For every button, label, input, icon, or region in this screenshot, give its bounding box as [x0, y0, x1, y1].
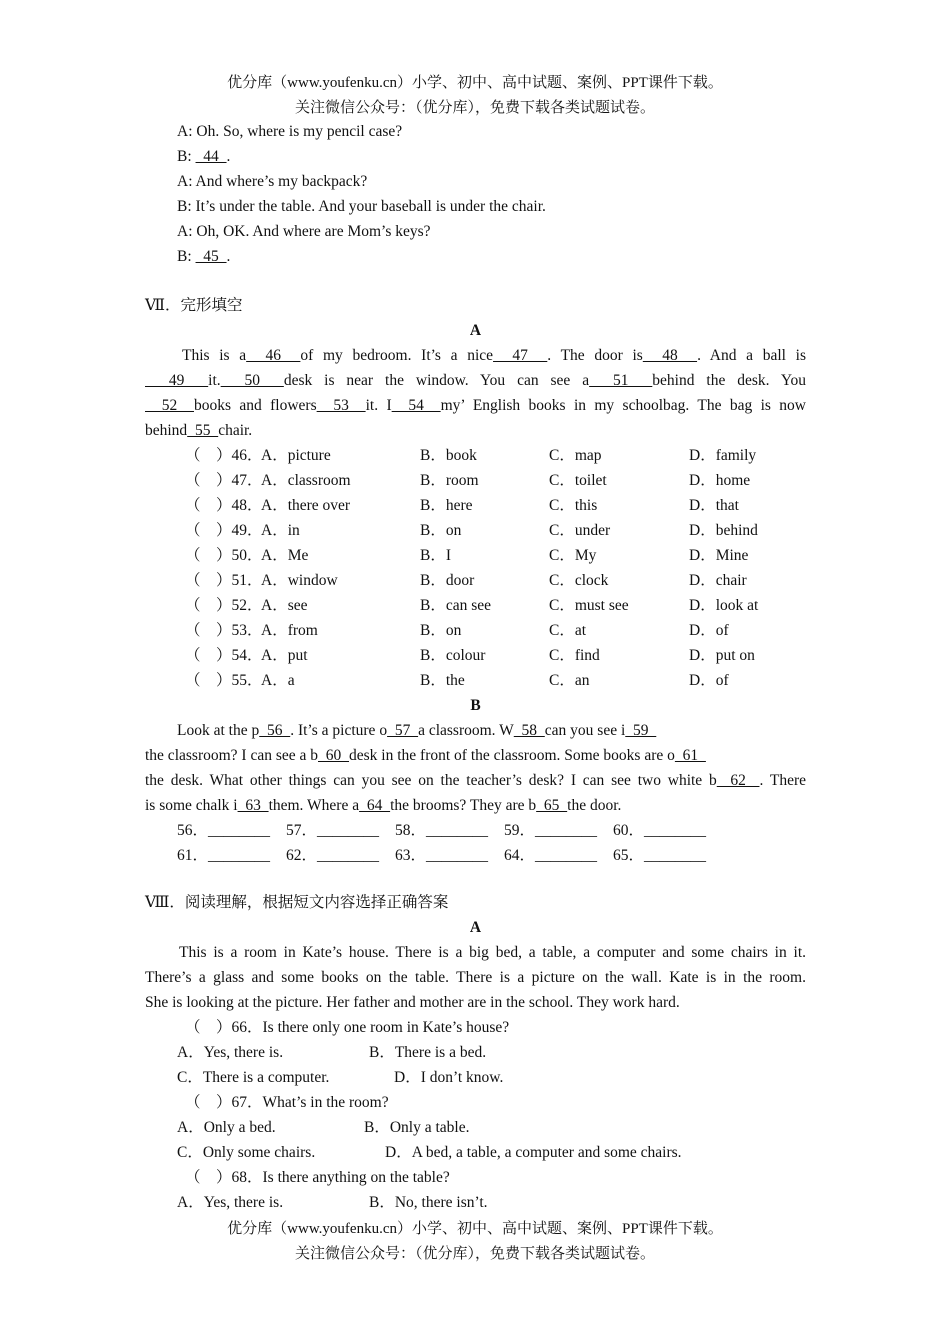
question-row: [145, 493, 806, 518]
option-c: C．find: [549, 647, 600, 664]
dialogue-line: B: 44 .: [177, 148, 231, 165]
blank[interactable]: 46: [246, 347, 301, 364]
option-a: A．picture: [261, 447, 331, 464]
passage-b-line: the desk. What other things can you see on the teacher’s desk? I can see two white b 62 . There: [145, 772, 807, 789]
blank[interactable]: 51: [589, 372, 653, 389]
blank[interactable]: 53: [316, 397, 366, 414]
option-a: A．Me: [261, 547, 309, 564]
option-a: A．put: [261, 647, 308, 664]
blank[interactable]: 63: [237, 797, 269, 814]
passage-b-line: the classroom? I can see a b 60 desk in the front of the classroom. Some books are o 61: [145, 747, 706, 764]
option-a: A．Yes, there is.: [177, 1044, 284, 1061]
question-number: （ ）52．: [185, 597, 263, 614]
option-d: D．of: [689, 622, 729, 639]
dialogue-line: A: And where’s my backpack?: [177, 173, 368, 190]
part-a-heading: A: [469, 322, 482, 339]
option-c: C．clock: [549, 572, 609, 589]
question-number: （ ）53．: [185, 622, 263, 639]
option-c: C．under: [549, 522, 611, 539]
question-66-options: [145, 1065, 806, 1090]
option-d: D．of: [689, 672, 729, 689]
reading-passage-line: There’s a glass and some books on the table. There is a picture on the wall. Kate is in the room.: [145, 969, 806, 986]
option-c: C．map: [549, 447, 602, 464]
question-number: （ ）49．: [185, 522, 263, 539]
blank[interactable]: 45: [195, 248, 227, 265]
blank[interactable]: 57: [387, 722, 419, 739]
question-67-options: [145, 1140, 806, 1165]
option-d: D．home: [689, 472, 751, 489]
question-row: [145, 568, 806, 593]
header-line-2: 关注微信公众号：（优分库），免费下载各类试题试卷。: [294, 100, 655, 116]
header-line-1: 优分库（www.youfenku.cn）小学、初中、高中试题、案例、PPT课件下载。: [227, 75, 723, 91]
option-b: B．book: [420, 447, 477, 464]
answer-row: [145, 843, 806, 868]
section-7: [145, 293, 806, 868]
question-row: [145, 668, 806, 693]
option-d: D．behind: [689, 522, 758, 539]
option-d: D．I don’t know.: [394, 1069, 504, 1086]
reading-passage-line: This is a room in Kate’s house. There is a big bed, a table, a computer and some chairs in it.: [179, 944, 806, 961]
option-a: A．in: [261, 522, 300, 539]
option-d: D．put on: [689, 647, 755, 664]
answer-blank[interactable]: 63．________: [395, 847, 489, 864]
option-a: A．window: [261, 572, 338, 589]
blank[interactable]: 44: [195, 148, 227, 165]
blank[interactable]: 52: [145, 397, 194, 414]
blank[interactable]: 56: [259, 722, 291, 739]
section-8-title: Ⅷ．阅读理解，根据短文内容选择正确答案: [145, 894, 449, 911]
question-number: （ ）47．: [185, 472, 263, 489]
blank[interactable]: 50: [220, 372, 284, 389]
answer-blank[interactable]: 62．________: [286, 847, 380, 864]
option-a: A．a: [261, 672, 295, 689]
question-number: （ ）55．: [185, 672, 263, 689]
question-number: （ ）46．: [185, 447, 263, 464]
question-67: （ ）67．What’s in the room?: [185, 1094, 389, 1111]
answer-blank[interactable]: 65．________: [613, 847, 707, 864]
blank[interactable]: 65: [536, 797, 568, 814]
blank[interactable]: 48: [642, 347, 698, 364]
question-67-options: [145, 1115, 806, 1140]
option-b: B．here: [420, 497, 473, 514]
page-header: [0, 71, 950, 121]
blank[interactable]: 60: [318, 747, 350, 764]
option-b: B．can see: [420, 597, 492, 614]
answer-blank[interactable]: 61．________: [177, 847, 271, 864]
option-b: B．the: [420, 672, 465, 689]
answer-blank[interactable]: 64．________: [504, 847, 598, 864]
passage-b-line: is some chalk i 63 them. Where a 64 the brooms? They are b 65 the door.: [145, 797, 622, 814]
option-a: A．Yes, there is.: [177, 1194, 284, 1211]
question-number: （ ）50．: [185, 547, 263, 564]
option-a: A．Only a bed.: [177, 1119, 276, 1136]
reading-passage-line: She is looking at the picture. Her father and mother are in the school. They work hard.: [145, 994, 680, 1011]
section-8: [145, 890, 806, 1215]
part-a-heading: A: [469, 919, 482, 936]
option-d: D．A bed, a table, a computer and some chairs.: [385, 1144, 682, 1161]
passage-a-line: 49 it. 50 desk is near the window. You can see a 51 behind the desk. You: [145, 372, 807, 389]
option-a: A．from: [261, 622, 318, 639]
option-c: C．must see: [549, 597, 629, 614]
answer-blank[interactable]: 58．________: [395, 822, 489, 839]
option-a: A．there over: [261, 497, 351, 514]
option-d: D．Mine: [689, 547, 749, 564]
blank[interactable]: 64: [359, 797, 391, 814]
option-d: D．chair: [689, 572, 747, 589]
question-row: [145, 443, 806, 468]
dialogue-line: B: It’s under the table. And your baseball is under the chair.: [177, 198, 546, 215]
footer-line-2: 关注微信公众号：（优分库），免费下载各类试题试卷。: [294, 1246, 655, 1262]
option-c: C．There is a computer.: [177, 1069, 330, 1086]
option-b: B．No, there isn’t.: [369, 1194, 488, 1211]
question-row: [145, 643, 806, 668]
dialogue-line: A: Oh, OK. And where are Mom’s keys?: [177, 223, 431, 240]
option-c: C．My: [549, 547, 597, 564]
option-b: B．on: [420, 522, 462, 539]
question-list: [145, 443, 806, 693]
question-row: [145, 618, 806, 643]
option-b: B．door: [420, 572, 475, 589]
dialogue: [145, 119, 806, 269]
answer-blank[interactable]: 56．________: [177, 822, 271, 839]
question-number: （ ）54．: [185, 647, 263, 664]
option-b: B．room: [420, 472, 479, 489]
section-7-title: Ⅶ．完形填空: [145, 297, 243, 314]
option-c: C．Only some chairs.: [177, 1144, 316, 1161]
dialogue-line: A: Oh. So, where is my pencil case?: [177, 123, 403, 140]
option-b: B．Only a table.: [364, 1119, 470, 1136]
option-d: D．that: [689, 497, 739, 514]
blank[interactable]: 61: [674, 747, 706, 764]
question-row: [145, 593, 806, 618]
question-row: [145, 543, 806, 568]
answer-row: [145, 818, 806, 843]
question-66: （ ）66．Is there only one room in Kate’s house?: [185, 1019, 510, 1036]
option-b: B．on: [420, 622, 462, 639]
option-c: C．an: [549, 672, 590, 689]
blank[interactable]: 58: [513, 722, 545, 739]
passage-a-line: 52 books and flowers 53 it. I 54 my’ English books in my schoolbag. The bag is now: [145, 397, 806, 414]
answer-blank[interactable]: 59．________: [504, 822, 598, 839]
blank[interactable]: 47: [493, 347, 548, 364]
option-b: B．I: [420, 547, 452, 564]
blank[interactable]: 59: [625, 722, 657, 739]
option-b: B．There is a bed.: [369, 1044, 487, 1061]
passage-a-line: This is a 46 of my bedroom. It’s a nice 47 . The door is 48 . And a ball is: [182, 347, 806, 364]
blank[interactable]: 54: [391, 397, 441, 414]
question-row: [145, 518, 806, 543]
question-number: （ ）51．: [185, 572, 263, 589]
option-b: B．colour: [420, 647, 486, 664]
blank[interactable]: 62: [716, 772, 760, 789]
answer-blank[interactable]: 60．________: [613, 822, 707, 839]
question-66-options: [145, 1040, 806, 1065]
option-c: C．toilet: [549, 472, 607, 489]
blank[interactable]: 55: [187, 422, 219, 439]
answer-blank[interactable]: 57．________: [286, 822, 380, 839]
passage-b-line: Look at the p 56 . It’s a picture o 57 a classroom. W 58 can you see i 59: [177, 722, 657, 739]
question-68: （ ）68．Is there anything on the table?: [185, 1169, 450, 1186]
blank[interactable]: 49: [145, 372, 209, 389]
page-footer: [0, 1217, 950, 1267]
option-a: A．see: [261, 597, 308, 614]
question-row: [145, 468, 806, 493]
footer-line-1: 优分库（www.youfenku.cn）小学、初中、高中试题、案例、PPT课件下载。: [227, 1221, 723, 1237]
option-c: C．this: [549, 497, 598, 514]
option-d: D．look at: [689, 597, 759, 614]
part-b-heading: B: [470, 697, 481, 714]
question-68-options: [145, 1190, 806, 1215]
option-c: C．at: [549, 622, 587, 639]
dialogue-line: B: 45 .: [177, 248, 231, 265]
question-number: （ ）48．: [185, 497, 263, 514]
option-d: D．family: [689, 447, 757, 464]
passage-a-line: behind 55 chair.: [145, 422, 253, 439]
option-a: A．classroom: [261, 472, 351, 489]
